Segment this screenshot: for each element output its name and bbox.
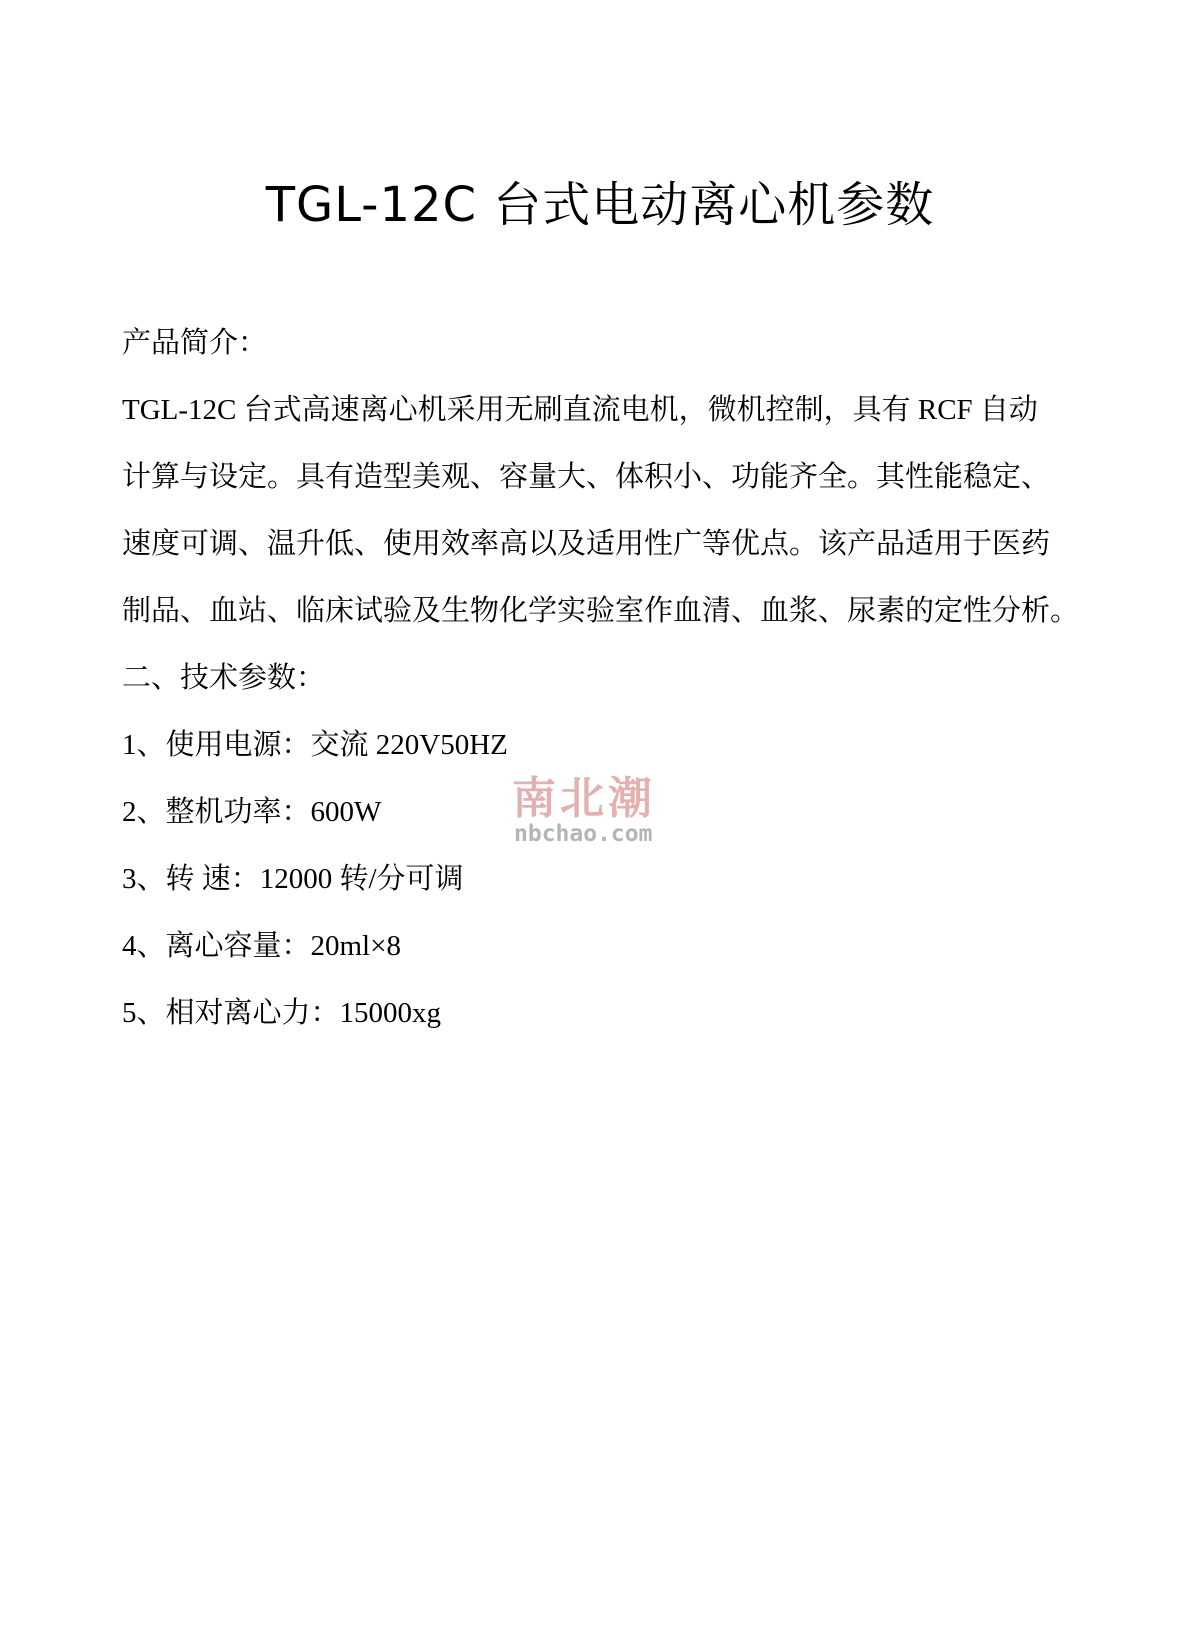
specs-list — [122, 712, 1082, 1047]
intro-heading: 产品简介： — [122, 327, 268, 359]
spec-item-power-rating: 2、整机功率：600W — [122, 796, 382, 828]
watermark-chinese: 南北潮 — [512, 773, 656, 824]
intro-line-1: TGL-12C 台式高速离心机采用无刷直流电机，微机控制，具有 RCF 自动 — [122, 394, 1038, 426]
watermark-url: nbchao.com — [514, 821, 653, 847]
intro-paragraph — [122, 377, 1082, 645]
spec-item-capacity: 4、离心容量：20ml×8 — [122, 930, 401, 962]
document-body — [122, 310, 1082, 1047]
spec-item-speed: 3、转 速：12000 转/分可调 — [122, 863, 464, 895]
spec-item-rcf: 5、相对离心力：15000xg — [122, 997, 442, 1029]
intro-line-3: 速度可调、温升低、使用效率高以及适用性广等优点。该产品适用于医药 — [122, 528, 1051, 560]
page-title: TGL-12C 台式电动离心机参数 — [265, 177, 935, 233]
specs-heading: 二、技术参数： — [122, 662, 326, 694]
spec-item-power-supply: 1、使用电源：交流 220V50HZ — [122, 729, 508, 761]
watermark-logo — [512, 774, 682, 850]
intro-line-2: 计算与设定。具有造型美观、容量大、体积小、功能齐全。其性能稳定、 — [122, 461, 1051, 493]
intro-line-4: 制品、血站、临床试验及生物化学实验室作血清、血浆、尿素的定性分析。 — [122, 595, 1080, 627]
